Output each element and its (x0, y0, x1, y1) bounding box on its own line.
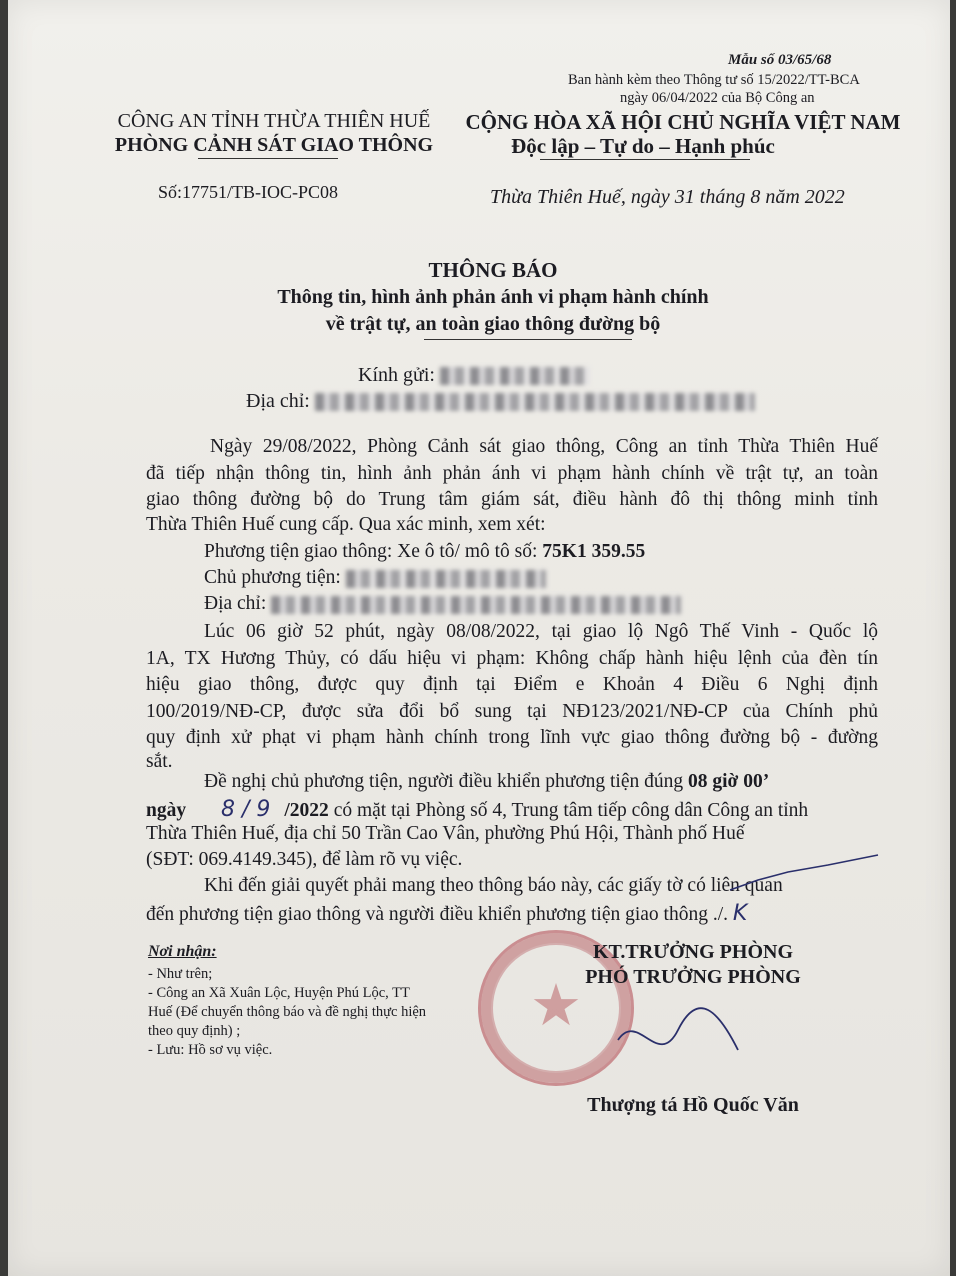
owner-line (204, 567, 546, 589)
paragraph-line: Ngày 29/08/2022, Phòng Cảnh sát giao thông, Công an tỉnh Thừa Thiên Huế (210, 436, 878, 457)
appointment-day-label: ngày (146, 800, 187, 821)
circular-reference: Ban hành kèm theo Thông tư số 15/2022/TT-BCA (568, 72, 860, 88)
paragraph-violation (146, 619, 878, 752)
signature-title-1: KT.TRƯỞNG PHÒNG (593, 941, 793, 963)
document-number: Số:17751/TB-IOC-PC08 (158, 182, 339, 202)
recipient-address-label: Địa chỉ: (246, 390, 310, 412)
recipients-item: Huế (Để chuyển thông báo và đề nghị thực hiện (148, 1004, 427, 1020)
signer-name: Thượng tá Hồ Quốc Văn (587, 1094, 799, 1116)
paragraph-line: giao thông đường bộ do Trung tâm giám sát, điều hành đô thị thông minh tỉnh (146, 489, 878, 510)
redacted-owner-address (271, 596, 681, 614)
country-name: CỘNG HÒA XÃ HỘI CHỦ NGHĨA VIỆT NAM (465, 110, 901, 134)
agency-parent: CÔNG AN TỈNH THỪA THIÊN HUẾ (117, 110, 431, 132)
signature-title-2: PHÓ TRƯỞNG PHÒNG (585, 966, 801, 988)
request-line-1 (204, 771, 769, 793)
national-motto: Độc lập – Tự do – Hạnh phúc (511, 134, 775, 158)
recipients-item: theo quy định) ; (148, 1023, 241, 1039)
redacted-owner (346, 570, 546, 588)
recipient-label: Kính gửi: (358, 364, 435, 386)
paragraph-line: sắt. (146, 751, 173, 772)
circular-date: ngày 06/04/2022 của Bộ Công an (620, 90, 815, 106)
closing-line-1: Khi đến giải quyết phải mang theo thông báo này, các giấy tờ có liên quan (204, 875, 783, 896)
vehicle-line (204, 541, 645, 563)
request-line-2 (146, 797, 808, 822)
appointment-time: 08 giờ 00’ (688, 771, 770, 792)
agency-underline (198, 158, 338, 159)
paragraph-line: Thừa Thiên Huế cung cấp. Qua xác minh, xem xét: (146, 514, 546, 535)
license-plate: 75K1 359.55 (542, 541, 646, 562)
owner-address-line (204, 593, 681, 615)
signature-mark (598, 1000, 758, 1080)
paragraph-line: đã tiếp nhận thông tin, hình ảnh phản ánh vi phạm hành chính về trật tự, an toàn (146, 462, 878, 484)
recipients-item: - Công an Xã Xuân Lộc, Huyện Phú Lộc, TT (148, 985, 410, 1001)
recipients-item: - Lưu: Hồ sơ vụ việc. (148, 1042, 273, 1058)
request-line-3: Thừa Thiên Huế, địa chỉ 50 Trần Cao Vân, phường Phú Hội, Thành phố Huế (146, 823, 745, 844)
recipients-item: - Như trên; (148, 966, 213, 982)
document-subtitle-1: Thông tin, hình ảnh phản ánh vi phạm hành chính (277, 286, 709, 308)
owner-address-label: Địa chỉ: (204, 593, 267, 614)
handwritten-check-stroke (728, 850, 898, 910)
recipient-line (358, 364, 590, 387)
title-underline (424, 339, 632, 340)
recipients-label: Nơi nhận: (148, 943, 217, 960)
appointment-year: /2022 (284, 800, 329, 821)
closing-line-2 (146, 901, 747, 926)
redacted-recipient-address (315, 393, 755, 411)
paragraph-line: 1A, TX Hương Thủy, có dấu hiệu vi phạm: Không chấp hành hiệu lệnh của đèn tín (146, 647, 878, 669)
stamp-star-icon: ★ (530, 971, 582, 1039)
handwritten-date: 8 / 9 (220, 797, 271, 822)
redacted-recipient (440, 367, 590, 385)
vehicle-label: Phương tiện giao thông: Xe ô tô/ mô tô số: (204, 541, 543, 562)
place-date: Thừa Thiên Huế, ngày 31 tháng 8 năm 2022 (490, 186, 845, 208)
motto-underline (540, 159, 750, 160)
paragraph-line: quy định xử phạt vi phạm hành chính trong lĩnh vực giao thông đường bộ - đường (146, 727, 878, 748)
request-line-4: (SĐT: 069.4149.345), để làm rõ vụ việc. (146, 849, 463, 870)
document-title: THÔNG BÁO (428, 258, 558, 282)
recipient-address-line (246, 390, 755, 413)
form-number: Mẫu số 03/65/68 (728, 52, 832, 68)
paragraph-line: hiệu giao thông, được quy định tại Điểm e Khoản 4 Điều 6 Nghị định (146, 674, 878, 695)
closing-text: đến phương tiện giao thông và người điều khiển phương tiện giao thông ./. (146, 904, 729, 925)
paragraph-line: 100/2019/NĐ-CP, được sửa đổi bổ sung tại NĐ123/2021/NĐ-CP của Chính phủ (146, 700, 878, 722)
owner-label: Chủ phương tiện: (204, 567, 341, 588)
appointment-place: có mặt tại Phòng số 4, Trung tâm tiếp công dân Công an tỉnh (328, 800, 809, 821)
paragraph-received (146, 434, 878, 514)
handwritten-initial: K (732, 901, 748, 926)
request-text: Đề nghị chủ phương tiện, người điều khiển phương tiện đúng (204, 771, 688, 792)
paragraph-line: Lúc 06 giờ 52 phút, ngày 08/08/2022, tại giao lộ Ngô Thế Vinh - Quốc lộ (204, 621, 878, 642)
agency-name: PHÒNG CẢNH SÁT GIAO THÔNG (114, 134, 434, 156)
document-page (8, 0, 950, 1276)
recipients-list (148, 965, 426, 1060)
document-subtitle-2: về trật tự, an toàn giao thông đường bộ (325, 313, 661, 335)
